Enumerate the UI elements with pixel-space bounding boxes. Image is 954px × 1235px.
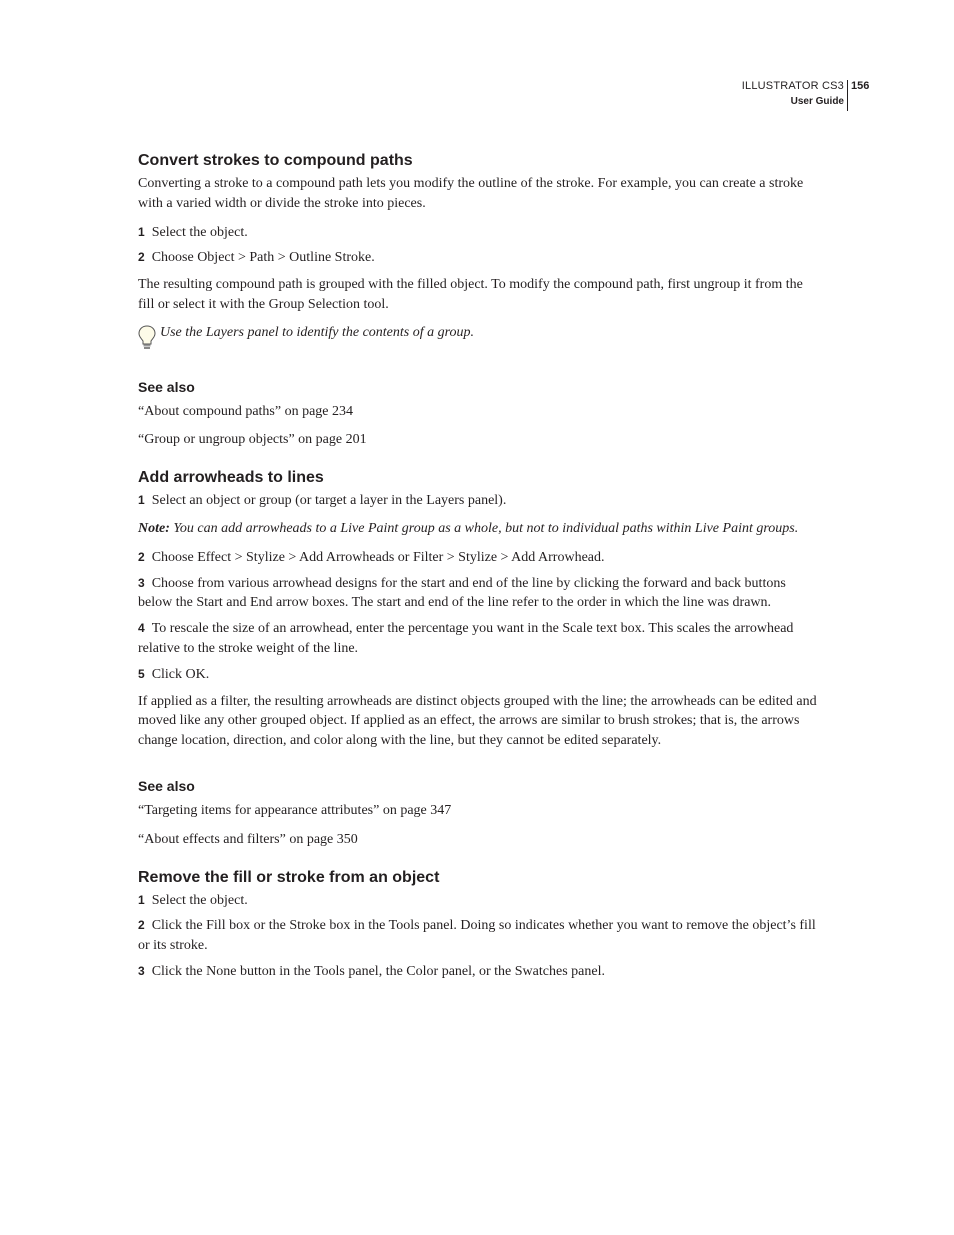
step-text: Choose from various arrowhead designs for the start and end of the line by clicking the forward and back buttons below the Start and End arrow boxes. The start and end of the line refer to the order in which the line was drawn. (138, 575, 786, 611)
section1-after: The resulting compound path is grouped with the filled object. To modify the compound path, first ungroup it from the fill or select it with the Group Selection tool. (138, 277, 803, 312)
step-item (138, 619, 818, 659)
see-also-heading: See also (138, 378, 195, 395)
tip-text: Use the Layers panel to identify the contents of a group. (160, 324, 475, 340)
section-title-add-arrowheads: Add arrowheads to lines (138, 469, 324, 487)
step-number: 1 (138, 892, 145, 907)
see-also-link[interactable]: “About compound paths” on page 234 (138, 403, 354, 419)
section-title-remove-fill: Remove the fill or stroke from an object (138, 868, 440, 886)
guide-name: User Guide (790, 96, 844, 107)
step-item (138, 574, 818, 614)
step-item (138, 491, 818, 511)
step-text: Click OK. (151, 666, 210, 682)
step-text: To rescale the size of an arrowhead, enter the percentage you want in the Scale text box. This scales the arrowhead relative to the stroke weight of the line. (138, 621, 794, 656)
step-text: Select an object or group (or target a layer in the Layers panel). (151, 493, 507, 509)
step-text: Choose Effect > Stylize > Add Arrowheads or Filter > Stylize > Add Arrowhead. (151, 549, 605, 565)
section1-intro: Converting a stroke to a compound path lets you modify the outline of the stroke. For example, you can create a stroke with a varied width or divide the stroke into pieces. (138, 176, 804, 211)
step-number: 2 (138, 918, 145, 933)
see-also-link[interactable]: “About effects and filters” on page 350 (138, 831, 358, 847)
step-text: Select the object. (151, 892, 248, 908)
step-number: 5 (138, 666, 145, 681)
section-title-convert-strokes: Convert strokes to compound paths (138, 152, 413, 169)
step-number: 2 (138, 250, 145, 265)
step-item (138, 665, 818, 685)
step-number: 3 (138, 575, 145, 590)
page-number: 156 (851, 80, 870, 92)
step-number: 1 (138, 493, 145, 508)
note-label: Note: (138, 520, 170, 536)
note (138, 519, 818, 539)
page-content (138, 150, 818, 982)
step-item (138, 248, 818, 268)
step-item (138, 916, 818, 956)
see-also-heading: See also (138, 777, 195, 794)
step-number: 4 (138, 621, 145, 636)
step-number: 2 (138, 549, 145, 564)
see-also-link[interactable]: “Targeting items for appearance attributes” on page 347 (138, 802, 452, 818)
step-text: Select the object. (151, 224, 248, 240)
header-divider (847, 80, 848, 111)
product-name: ILLUSTRATOR CS3 (741, 80, 844, 92)
step-item (138, 548, 818, 568)
note-text: You can add arrowheads to a Live Paint group as a whole, but not to individual paths within Live Paint groups. (173, 520, 799, 536)
step-item (138, 962, 818, 982)
tip-block (138, 323, 818, 343)
lightbulb-icon (136, 323, 158, 356)
running-header (742, 79, 844, 109)
step-text: Click the Fill box or the Stroke box in the Tools panel. Doing so indicates whether you want to remove the object’s fill or its stroke. (138, 918, 816, 954)
step-text: Choose Object > Path > Outline Stroke. (151, 250, 375, 266)
step-number: 3 (138, 963, 145, 978)
step-item (138, 891, 818, 911)
step-number: 1 (138, 224, 145, 239)
section2-after: If applied as a filter, the resulting arrowheads are distinct objects grouped with the line; the arrowheads can be edited and moved like any other grouped object. If applied as an effect, the arrows are similar to brush strokes; that is, the arrows change location, direction, and color along with the line, but they cannot be edited separately. (138, 693, 817, 749)
step-item (138, 223, 818, 243)
see-also-link[interactable]: “Group or ungroup objects” on page 201 (138, 432, 367, 448)
step-text: Click the None button in the Tools panel, the Color panel, or the Swatches panel. (151, 963, 605, 979)
